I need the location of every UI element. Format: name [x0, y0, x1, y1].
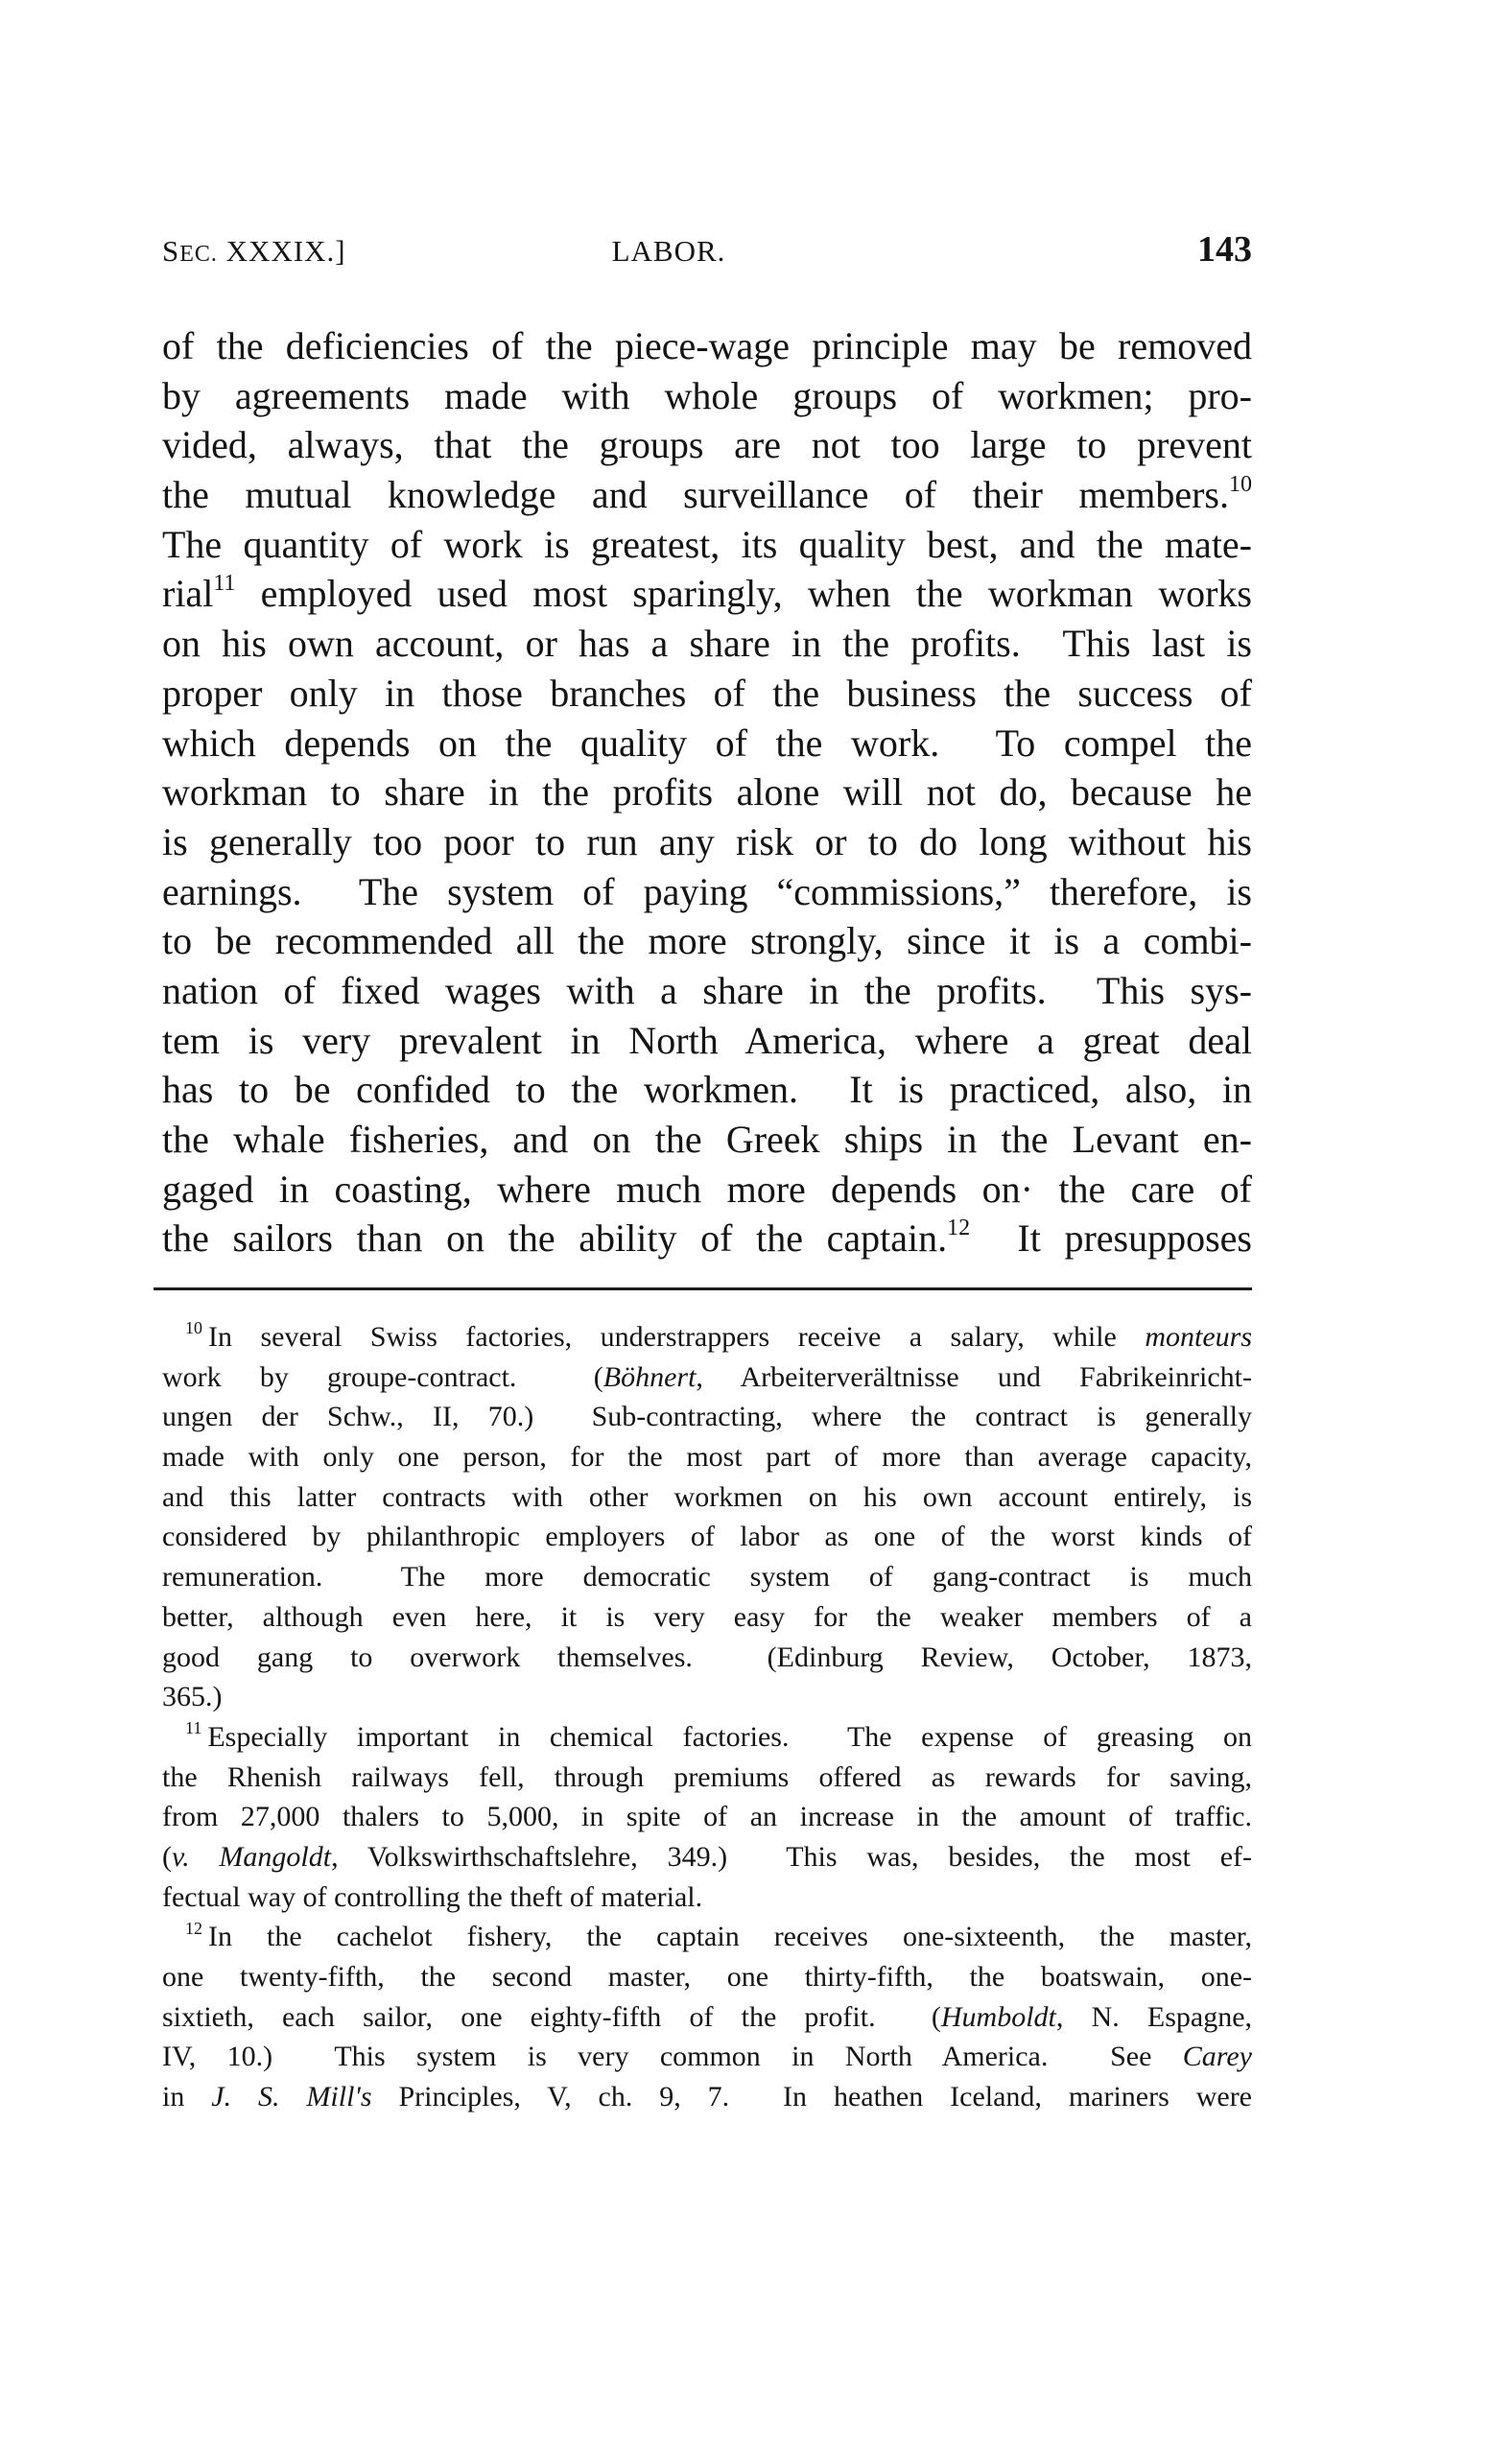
text-segment: which depends on the quality of the work. To compel the	[162, 720, 1252, 765]
text-segment: and this latter contracts with other workmen on his own account entirely, is	[162, 1480, 1252, 1513]
running-header	[162, 228, 1252, 276]
body-line	[162, 520, 1252, 570]
body-line	[162, 1016, 1252, 1066]
section-number: XXXIX.]	[225, 234, 346, 268]
text-segment: vided, always, that the groups are not too large to prevent	[162, 423, 1252, 467]
running-title: LABOR.	[611, 234, 726, 268]
text-segment: nation of fixed wages with a share in the profits. This sys-	[162, 968, 1252, 1012]
text-segment: made with only one person, for the most part of more than average capacity,	[162, 1441, 1252, 1474]
footnote-divider	[154, 1287, 1252, 1290]
text-segment: from 27,000 thalers to 5,000, in spite of an increase in the amount of traffic.	[162, 1801, 1252, 1833]
text-segment: , N. Espagne,	[1055, 2000, 1253, 2033]
italic-text: J. S. Mill's	[211, 2081, 372, 2113]
body-line	[162, 470, 1252, 520]
body-line	[162, 420, 1252, 470]
text-segment: sixtieth, each sailor, one eighty-fifth of the profit. (	[162, 2000, 941, 2033]
text-segment: the Rhenish railways fell, through premiums offered as rewards for saving,	[162, 1760, 1252, 1793]
text-segment: employed used most sparingly, when the workman works	[235, 572, 1252, 616]
text-segment: tem is very prevalent in North America, where a great deal	[162, 1018, 1252, 1062]
text-segment: the whale fisheries, and on the Greek ships in the Levant en-	[162, 1118, 1252, 1161]
footnote-line	[162, 1357, 1252, 1398]
text-segment: In several Swiss factories, understrappers receive a salary, while	[208, 1321, 1146, 1353]
body-text	[162, 321, 1252, 1263]
text-segment: remuneration. The more democratic system of gang-contract is much	[162, 1561, 1252, 1593]
text-segment: In the cachelot fishery, the captain receives one-sixteenth, the master,	[208, 1921, 1252, 1953]
footnote-reference[interactable]: 11	[213, 571, 236, 597]
footnote-line	[162, 1758, 1252, 1798]
footnote-reference[interactable]: 12	[947, 1216, 971, 1241]
text-segment: (	[162, 1840, 172, 1873]
footnote-line	[162, 2077, 1252, 2117]
text-segment: 365.)	[162, 1681, 223, 1713]
body-line	[162, 817, 1252, 867]
italic-text: Carey	[1182, 2041, 1252, 2073]
footnote-line	[162, 2037, 1252, 2077]
text-segment: on his own account, or has a share in the profits. This last is	[162, 622, 1252, 666]
text-segment: workman to share in the profits alone will not do, because he	[162, 770, 1252, 814]
text-segment: , Volkswirthschaftslehre, 349.) This was, besides, the most ef-	[331, 1840, 1253, 1873]
text-segment: Especially important in chemical factories. The expense of greasing on	[207, 1720, 1252, 1753]
text-segment: is generally too poor to run any risk or to do long without his	[162, 819, 1252, 863]
body-line	[162, 321, 1252, 371]
body-line	[162, 719, 1252, 768]
footnote-line	[162, 1677, 1252, 1717]
italic-text: v. Mangoldt	[172, 1840, 332, 1873]
footnote-line	[162, 1437, 1252, 1477]
text-segment: gaged in coasting, where much more depends on· the care of	[162, 1167, 1252, 1211]
body-line	[162, 569, 1252, 619]
footnote-line	[162, 1317, 1252, 1357]
body-line	[162, 767, 1252, 817]
body-line	[162, 1065, 1252, 1115]
text-segment: better, although even here, it is very easy for the weaker members of a	[162, 1600, 1252, 1633]
text-segment: considered by philanthropic employers of labor as one of the worst kinds of	[162, 1521, 1252, 1553]
footnotes	[162, 1317, 1252, 2117]
footnote-reference[interactable]: 10	[1229, 472, 1252, 498]
body-line	[162, 619, 1252, 669]
text-segment: fectual way of controlling the theft of material.	[162, 1880, 703, 1913]
body-line	[162, 1115, 1252, 1165]
footnote-line	[162, 1638, 1252, 1678]
footnote-line	[162, 1797, 1252, 1837]
footnote-line	[162, 1557, 1252, 1597]
text-segment: good gang to overwork themselves. (Edinburg Review, October, 1873,	[162, 1641, 1252, 1673]
text-segment: in	[162, 2081, 212, 2113]
body-line	[162, 669, 1252, 719]
text-segment: the mutual knowledge and surveillance of their members.	[162, 473, 1229, 517]
section-smallcaps: EC.	[179, 242, 218, 267]
footnote-line	[162, 1477, 1252, 1518]
footnote-line	[162, 1957, 1252, 1997]
footnote-line	[162, 1717, 1252, 1758]
footnote-line	[162, 1397, 1252, 1437]
footnote-line	[162, 1997, 1252, 2038]
body-line	[162, 867, 1252, 917]
footnote-10	[162, 1317, 1252, 1717]
footnote-line	[162, 1517, 1252, 1557]
text-segment: proper only in those branches of the business the success of	[162, 671, 1252, 715]
footnote-line	[162, 1877, 1252, 1918]
text-segment: of the deficiencies of the piece-wage principle may be removed	[162, 324, 1252, 367]
footnote-number: 10	[185, 1318, 202, 1338]
body-line	[162, 1165, 1252, 1215]
page-number: 143	[1197, 229, 1252, 270]
footnote-12	[162, 1917, 1252, 2116]
italic-text: Böhnert	[602, 1360, 697, 1393]
italic-text: monteurs	[1145, 1321, 1252, 1353]
footnote-number: 11	[185, 1718, 202, 1738]
text-segment: to be recommended all the more strongly, since it is a combi-	[162, 919, 1252, 963]
section-prefix: S	[162, 234, 180, 268]
text-segment: earnings. The system of paying “commissions,” therefore, is	[162, 869, 1252, 913]
text-segment: the sailors than on the ability of the captain.	[162, 1216, 948, 1261]
text-segment: Principles, V, ch. 9, 7. In heathen Iceland, mariners were	[371, 2081, 1252, 2113]
text-segment: ungen der Schw., II, 70.) Sub-contracting, where the contract is generally	[162, 1401, 1252, 1433]
footnote-number: 12	[185, 1918, 202, 1938]
text-segment: , Arbeiterverältnisse und Fabrikeinricht-	[696, 1360, 1252, 1393]
footnote-line	[162, 1917, 1252, 1957]
footnote-line	[162, 1837, 1252, 1877]
text-segment: The quantity of work is greatest, its quality best, and the mate-	[162, 522, 1252, 566]
body-line	[162, 916, 1252, 966]
italic-text: Humboldt	[940, 2000, 1056, 2033]
footnote-line	[162, 1597, 1252, 1638]
body-line	[162, 1214, 1252, 1263]
text-segment: work by groupe-contract. (	[162, 1360, 603, 1393]
text-segment: has to be confided to the workmen. It is practiced, also, in	[162, 1068, 1252, 1112]
text-segment: It presupposes	[970, 1216, 1252, 1261]
text-segment: IV, 10.) This system is very common in North America. See	[162, 2041, 1183, 2073]
text-segment: rial	[162, 572, 214, 616]
body-line	[162, 966, 1252, 1016]
footnote-11	[162, 1717, 1252, 1917]
body-line	[162, 371, 1252, 421]
text-segment: one twenty-fifth, the second master, one thirty-fifth, the boatswain, one-	[162, 1961, 1252, 1993]
text-segment: by agreements made with whole groups of workmen; pro-	[162, 373, 1252, 417]
